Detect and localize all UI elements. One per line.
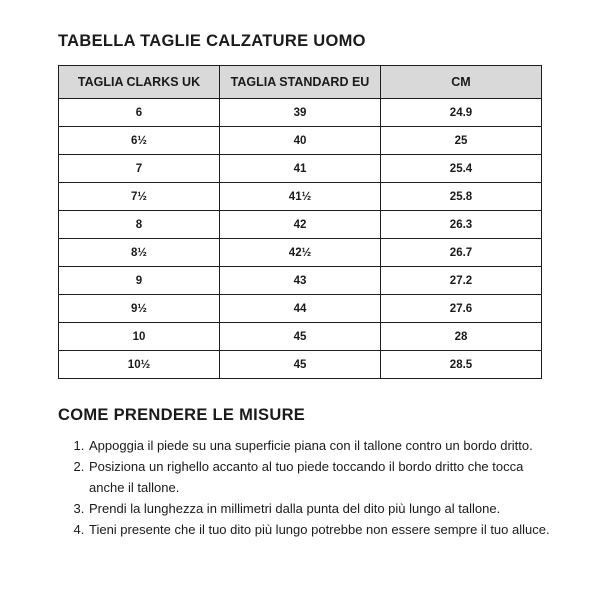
cell-uk-size: 10 — [59, 323, 220, 351]
cell-cm: 27.2 — [381, 267, 542, 295]
page-title: TABELLA TAGLIE CALZATURE UOMO — [58, 32, 366, 50]
table-row — [59, 323, 542, 351]
cell-eu-size: 44 — [220, 295, 381, 323]
cell-eu-size: 42½ — [220, 239, 381, 267]
cell-uk-size: 8 — [59, 211, 220, 239]
table-row — [59, 127, 542, 155]
cell-uk-size: 9½ — [59, 295, 220, 323]
size-table — [58, 65, 542, 379]
cell-cm: 25.4 — [381, 155, 542, 183]
cell-cm: 26.3 — [381, 211, 542, 239]
cell-cm: 25.8 — [381, 183, 542, 211]
table-row — [59, 99, 542, 127]
cell-eu-size: 41 — [220, 155, 381, 183]
instructions-title: COME PRENDERE LE MISURE — [58, 406, 306, 424]
table-row — [59, 155, 542, 183]
cell-eu-size: 45 — [220, 351, 381, 379]
cell-cm: 28.5 — [381, 351, 542, 379]
cell-uk-size: 6½ — [59, 127, 220, 155]
cell-uk-size: 9 — [59, 267, 220, 295]
cell-uk-size: 7½ — [59, 183, 220, 211]
cell-eu-size: 39 — [220, 99, 381, 127]
cell-uk-size: 10½ — [59, 351, 220, 379]
size-table-header — [59, 66, 542, 99]
cell-cm: 28 — [381, 323, 542, 351]
instruction-item-4: 4. Tieni presente che il tuo dito più lungo potrebbe non essere sempre il tuo alluce. — [88, 519, 556, 540]
cell-uk-size: 8½ — [59, 239, 220, 267]
cell-cm: 27.6 — [381, 295, 542, 323]
cell-cm: 26.7 — [381, 239, 542, 267]
instruction-item-3: 3. Prendi la lunghezza in millimetri dalla punta del dito più lungo al tallone. — [88, 498, 556, 519]
cell-eu-size: 45 — [220, 323, 381, 351]
table-header-row — [59, 66, 542, 99]
instruction-item-2: 2. Posiziona un righello accanto al tuo piede toccando il bordo dritto che tocca anche il tallone. — [88, 456, 556, 498]
cell-eu-size: 42 — [220, 211, 381, 239]
instruction-item-1: 1. Appoggia il piede su una superficie piana con il tallone contro un bordo dritto. — [88, 435, 556, 456]
column-header-standard-eu: TAGLIA STANDARD EU — [220, 66, 381, 99]
cell-cm: 25 — [381, 127, 542, 155]
column-header-clarks-uk: TAGLIA CLARKS UK — [59, 66, 220, 99]
cell-uk-size: 6 — [59, 99, 220, 127]
table-row — [59, 295, 542, 323]
cell-cm: 24.9 — [381, 99, 542, 127]
instructions-list — [58, 435, 556, 540]
size-table-body — [59, 99, 542, 379]
cell-eu-size: 41½ — [220, 183, 381, 211]
cell-uk-size: 7 — [59, 155, 220, 183]
table-row — [59, 183, 542, 211]
table-row — [59, 351, 542, 379]
cell-eu-size: 40 — [220, 127, 381, 155]
cell-eu-size: 43 — [220, 267, 381, 295]
table-row — [59, 239, 542, 267]
table-row — [59, 211, 542, 239]
column-header-cm: CM — [381, 66, 542, 99]
table-row — [59, 267, 542, 295]
